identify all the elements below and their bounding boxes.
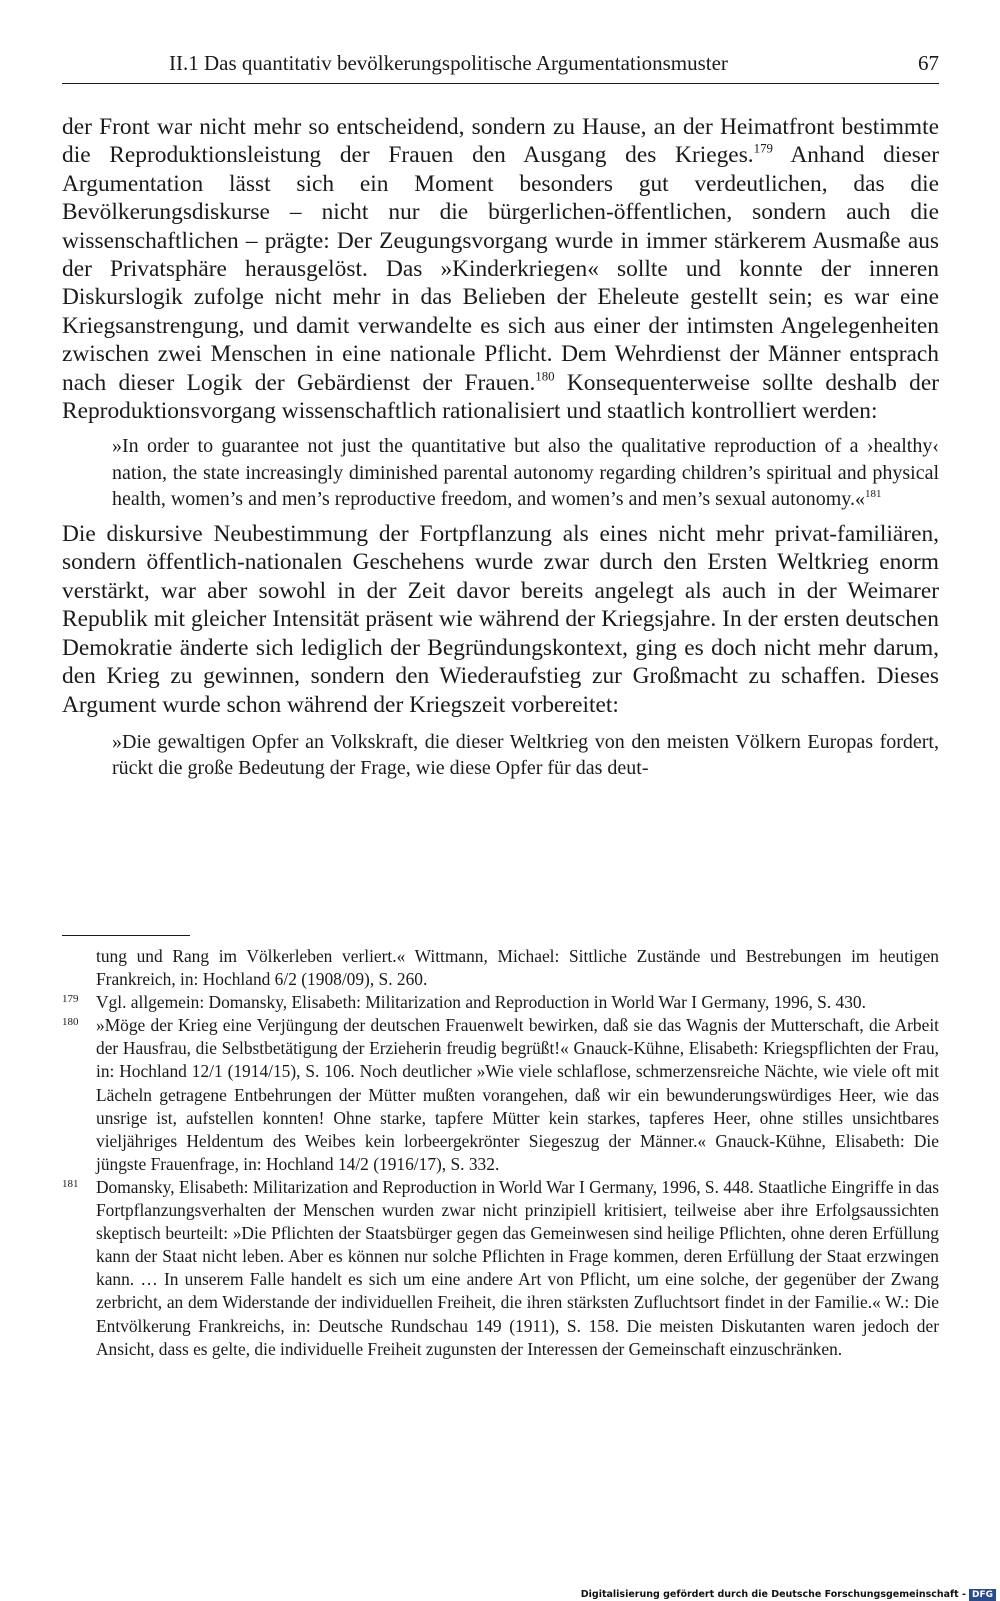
- footnote-separator: [62, 935, 190, 936]
- paragraph-2: Die diskursive Neubestimmung der Fortpflanzung als eines nicht mehr privat-familiären, sondern öffentlich-nationalen Geschehens wurde zwar durch den Ersten Weltkrieg enorm verstärkt, war aber sowohl in der Zeit davor bereits angelegt als auch in der Weimarer Republik mit gleicher Intensität präsent wie während der Kriegsjahre. In der ersten deutschen Demokratie änderte sich lediglich der Begründungskontext, ging es doch nicht mehr darum, den Krieg zu gewinnen, sondern den Wiederaufstieg zur Großmacht zu schaffen. Dieses Argument wurde schon während der Kriegszeit vorbereitet:: [62, 521, 939, 718]
- funding-notice: [581, 1588, 996, 1601]
- footnote-continuation: tung und Rang im Völkerleben verliert.« Wittmann, Michael: Sittliche Zustände und Bestrebungen im heutigen Frankreich, in: Hochland 6/2 (1908/09), S. 260.: [96, 946, 939, 990]
- block-quote-2: »Die gewaltigen Opfer an Volkskraft, die dieser Weltkrieg von den meisten Völkern Europas fordert, rückt die große Bedeutung der Frage, wie diese Opfer für das deut-: [112, 730, 939, 780]
- block-quote-1: [112, 433, 939, 512]
- paragraph-1-text-b: Anhand dieser Argumentation lässt sich ein Moment besonders gut verdeutlichen, das die Bevölkerungsdiskurse – nicht nur die bürgerlichen-öffentlichen, sondern auch die wissenschaftlichen – prägte: Der Zeugungsvorgang wurde in immer stärkerem Ausmaße aus der Privatsphäre herausgelöst. Das »Kinderkriegen« sollte und konnte der inneren Diskurslogik zufolge nicht mehr in das Belieben der Eheleute gestellt sein; es war eine Kriegsanstrengung, und damit verwandelte es sich aus einer der intimsten Angelegenheiten zwischen zwei Menschen in eine nationale Pflicht. Dem Wehrdienst der Männer entsprach nach dieser Logik der Gebärdienst der Frauen.: [62, 142, 940, 396]
- block-quote-1-text: »In order to guarantee not just the quantitative but also the qualitative reproduction of a ›healthy‹ nation, the state increasingly diminished parental autonomy regarding children’s spiritual and physical health, women’s and men’s reproductive freedom, and women’s and men’s sexual autonomy.«: [112, 435, 939, 510]
- footnote-number: 179: [62, 993, 79, 1006]
- footnotes: [62, 945, 939, 1361]
- footnote-ref-180: 180: [535, 369, 555, 384]
- footnote-number: 180: [62, 1016, 79, 1029]
- chapter-title: II.1 Das quantitativ bevölkerungspolitische Argumentationsmuster: [169, 51, 728, 75]
- paragraph-1-text-c: Konsequenterweise sollte deshalb der Reproduktionsvorgang wissenschaftlich rationalisiert und staatlich kontrolliert werden:: [62, 369, 939, 425]
- running-header: [62, 49, 939, 84]
- footnote-ref-181: 181: [864, 487, 882, 500]
- paragraph-1-text-a: der Front war nicht mehr so entscheidend, sondern zu Hause, an der Heimatfront bestimmte die Reproduktionsleistung der Frauen den Ausgang des Krieges.: [62, 114, 939, 169]
- footnote-181: [62, 1176, 939, 1361]
- footnote-text: Domansky, Elisabeth: Militarization and Reproduction in World War I Germany, 1996, S. 448. Staatliche Eingriffe in das Fortpflanzungsverhalten der Menschen wurden zwar nicht prinzipiell kritisiert, teilweise aber ihre Erfolgsaussichten skeptisch beurteilt: »Die Pflichten der Staatsbürger gegen das Gemeinwesen sind heilige Pflichten, ohne deren Erfüllung kann der Staat nicht leben. Aber es können nur solche Pflichten in Frage kommen, deren Erfüllung der Staat erzwingen kann. … In unserem Falle handelt es sich um eine andere Art von Pflicht, um eine solche, der gegenüber der Zwang zerbricht, an dem Widerstande der individuellen Freiheit, die ihren stärksten Zufluchtsort findet in der Familie.« W.: Die Entvölkerung Frankreichs, in: Deutsche Rundschau 149 (1911), S. 158. Die meisten Diskutanten waren jedoch der Ansicht, dass es gelte, die individuelle Freiheit zugunsten der Interessen der Gemeinschaft einzuschränken.: [96, 1176, 939, 1359]
- dfg-logo-icon: DFG: [969, 1589, 996, 1601]
- footnote-179: [62, 991, 939, 1014]
- footnote-number: 181: [62, 1177, 79, 1190]
- funding-notice-text: Digitalisierung gefördert durch die Deutsche Forschungsgemeinschaft -: [580, 1589, 966, 1600]
- footnote-text: »Möge der Krieg eine Verjüngung der deutschen Frauenwelt bewirken, daß sie das Wagnis der Mutterschaft, die Arbeit der Hausfrau, die Selbstbetätigung der Erzieherin freudig begrüßt!« Gnauck-Kühne, Elisabeth: Kriegspflichten der Frau, in: Hochland 12/1 (1914/15), S. 106. Noch deutlicher »Wie viele schlaflose, schmerzensreiche Nächte, wie viele oft mit Lächeln getragene Entbehrungen der Mütter mußten vorangehen, daß wir ein bewunderungswürdiges Heer, wie das unsrige ist, aufstellen konnten! Ohne starke, tapfere Mütter kein starkes, tapferes Heer, ohne stilles unsichtbares vieljähriges Heldentum des Weibes kein lorbeergekrönter Siegeszug der Männer.« Gnauck-Kühne, Elisabeth: Die jüngste Frauenfrage, in: Hochland 14/2 (1916/17), S. 332.: [96, 1015, 939, 1174]
- main-text: [62, 113, 939, 781]
- footnote-180: [62, 1014, 939, 1176]
- page-number: 67: [918, 51, 939, 75]
- footnote-text: Vgl. allgemein: Domansky, Elisabeth: Militarization and Reproduction in World War I Germany, 1996, S. 430.: [96, 992, 866, 1013]
- paragraph-1: [62, 113, 939, 425]
- footnote-ref-179: 179: [753, 141, 773, 156]
